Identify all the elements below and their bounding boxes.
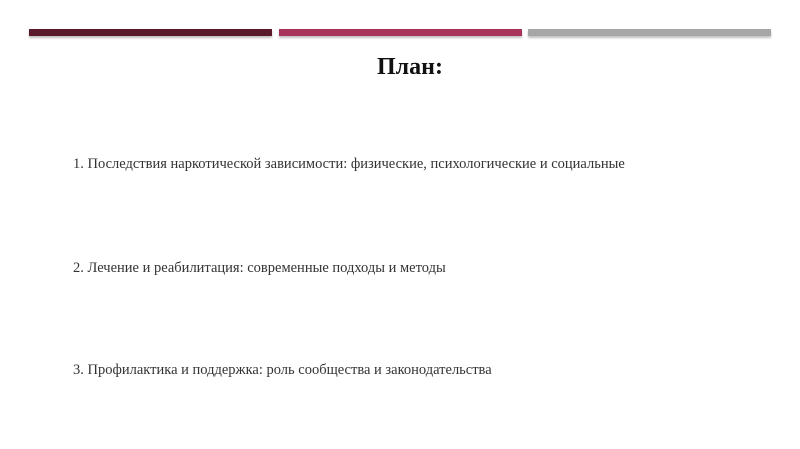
plan-item: 1. Последствия наркотической зависимости: физические, психологические и социальные — [73, 156, 625, 172]
plan-item: 3. Профилактика и поддержка: роль сообщества и законодательства — [73, 362, 492, 378]
slide-title: План: — [377, 54, 443, 80]
accent-bar-gray — [528, 29, 771, 36]
accent-bar-dark — [29, 29, 272, 36]
plan-item: 2. Лечение и реабилитация: современные подходы и методы — [73, 260, 446, 276]
accent-bar-magenta — [279, 29, 522, 36]
